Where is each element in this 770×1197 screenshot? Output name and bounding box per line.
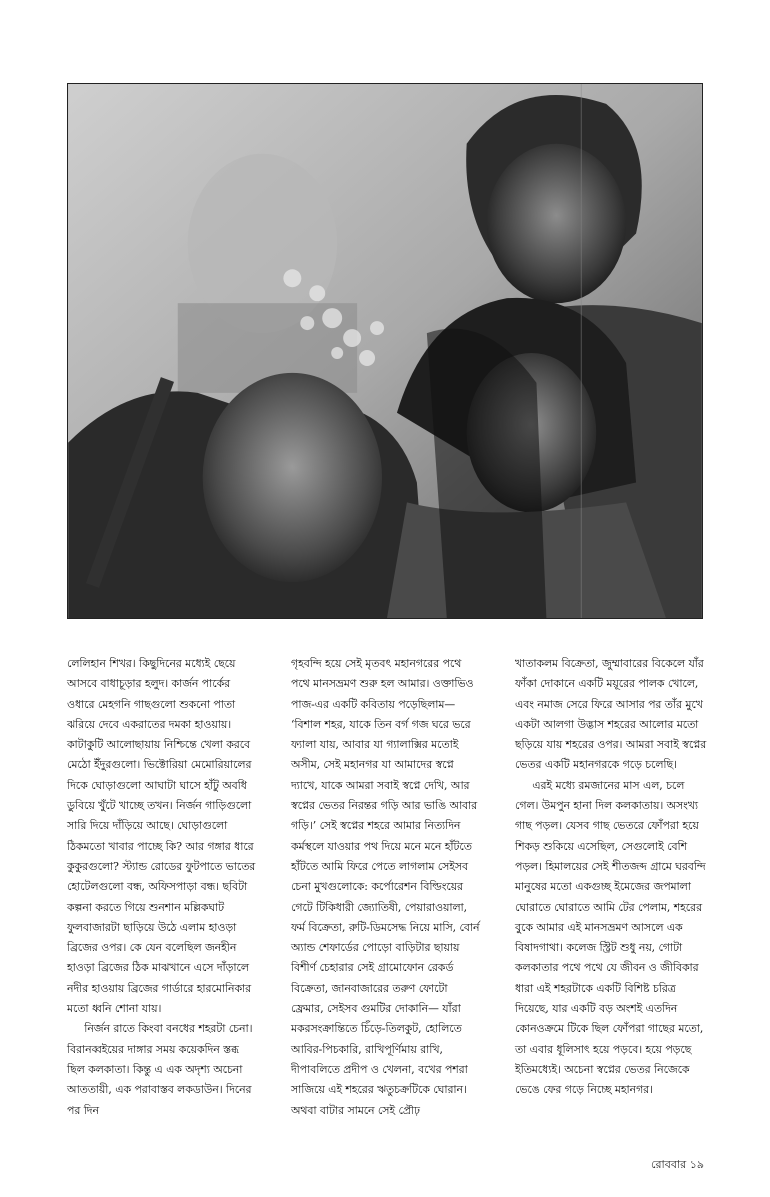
article-column-3 <box>515 654 707 1134</box>
page-footer: রোববার ১৯ <box>651 1158 704 1171</box>
article-paragraph: লেলিহান শিখর। কিছুদিনের মধ্যেই ছেয়ে আসবে বাধাচূড়ার হলুদ। কার্জন পার্কের ওধারে মেহগনি গাছগুলো শুকনো পাতা ঝরিয়ে দেবে একরাতের দমকা হাওয়ায়। কাটাকুটি আলোছায়ায় নিশ্চিন্তে খেলা করবে মেঠো ইঁদুরগুলো। ভিক্টোরিয়া মেমোরিয়ালের দিকে ঘোড়াগুলো আঘাটা ঘাসে হাঁটু অবধি ডুবিয়ে খুঁটে খাচ্ছে তখন। নির্জন গাড়িগুলো সারি দিয়ে দাঁড়িয়ে আছে। ঘোড়াগুলো ঠিকমতো খাবার পাচ্ছে কি? আর গঙ্গার ধারে কুকুরগুলো? স্ট্যান্ড রোডের ফুটপাতে ভাতের হোটেলগুলো বন্ধ, অফিসপাড়া বন্ধ। ছবিটা কল্পনা করতে গিয়ে শুনশান মল্লিকঘাট ফুলবাজারটা ছাড়িয়ে উঠে এলাম হাওড়া ব্রিজের ওপর। কে যেন বলেছিল জনহীন হাওড়া ব্রিজের ঠিক মাঝখানে এসে দাঁড়ালে নদীর হাওয়ায় ব্রিজের গার্ডারে হারমোনিকার মতো ধ্বনি শোনা যায়। <box>67 657 256 1016</box>
collage-photo <box>67 83 703 619</box>
article-paragraph: খাতাকলম বিক্রেতা, জুম্মাবারের বিকেলে যাঁর ফাঁকা দোকানে একটি ময়ূরের পালক খোলে, এবং নমাজ সেরে ফিরে আসার পর তাঁর মুখে একটা আলগা উদ্ভাস শহরের আলোর মতো ছড়িয়ে যায় শহরের ওপর। আমরা সবাই স্বপ্নের ভেতর একটি মহানগরকে গড়ে চলেছি। <box>515 657 707 772</box>
article-column-2 <box>291 654 483 1134</box>
article-column-1 <box>67 654 259 1134</box>
article-paragraph: গৃহবন্দি হয়ে সেই মৃতবৎ মহানগরের পথে পথে মানসভ্রমণ শুরু হল আমার। ওক্তাভিও পাজ-এর একটি কবিতায় পড়েছিলাম— ‘বিশাল শহর, যাকে তিন বর্গ গজ ঘরে ভরে ফ্যালা যায়, আবার যা গ্যালাক্সির মতোই অসীম, সেই মহানগর যা আমাদের স্বপ্নে দ্যাখে, যাকে আমরা সবাই স্বপ্নে দেখি, আর স্বপ্নের ভেতর নিরন্তর গড়ি আর ভাঙি আবার গড়ি।’ সেই স্বপ্নের শহরে আমার নিত্যদিন কর্মস্থলে যাওয়ার পথ দিয়ে মনে মনে হাঁটতে হাঁটতে আমি ফিরে পেতে লাগলাম সেইসব চেনা মুখগুলোকে: কর্পোরেশন বিল্ডিংয়ের গেটে টিকিধারী জ্যোতিষী, পেয়ারাওয়ালা, ফর্ম বিক্রেতা, রুটি-ডিমসেদ্ধ নিয়ে মাসি, বোর্ন অ্যান্ড শেফার্ডের পোড়ো বাড়িটার ছায়ায় বিশীর্ণ চেহারার সেই গ্রামোফোন রেকর্ড বিক্রেতা, জানবাজারের তরুণ ফোটো ফ্রেমার, সেইসব গুমটির দোকানি— যাঁরা মকরসংক্রান্তিতে চিঁড়ে-তিলকুট, হোলিতে আবির-পিচকারি, রাখিপূর্ণিমায় রাখি, দীপাবলিতে প্রদীপ ও খেলনা, বখের পশরা সাজিয়ে এই শহরের ঋতুচক্রটিকে ঘোরান। অথবা বাটার সামনে সেই প্রৌঢ় <box>291 657 480 1117</box>
collage-photo-art <box>68 84 702 618</box>
article-body <box>67 654 707 1134</box>
article-paragraph: এরই মধ্যে রমজানের মাস এল, চলে গেল। উমপুন হানা দিল কলকাতায়। অসংখ্য গাছ পড়ল। যেসব গাছ ভেতরে ফোঁপরা হয়ে শিকড় শুকিয়ে এসেছিল, সেগুলোই বেশি পড়ল। হিমালয়ের সেই শীতজব্দ গ্রামে ঘরবন্দি মানুষের মতো একগুচ্ছ ইমেজের জপমালা ঘোরাতে ঘোরাতে আমি টের পেলাম, শহরের বুকে আমার এই মানসভ্রমণ আসলে এক বিষাদগাথা। কলেজ স্ট্রিট শুধু নয়, গোটা কলকাতার পথে পথে যে জীবন ও জীবিকার ধারা এই শহরটাকে একটি বিশিষ্ট চরিত্র দিয়েছে, যার একটি বড় অংশই এতদিন কোনওক্রমে টিকে ছিল ফোঁপরা গাছের মতো, তা এবার ধূলিসাৎ হয়ে পড়বে। হয়ে পড়ছে ইতিমধ্যেই। অচেনা স্বপ্নের ভেতর নিজেকে ভেঙে ফের গড়ে নিচ্ছে মহানগর। <box>515 778 706 1097</box>
article-paragraph: নির্জন রাতে কিংবা বনধের শহরটা চেনা। বিরানব্বইয়ের দাঙ্গার সময় কয়েকদিন স্তব্ধ ছিল কলকাতা। কিন্তু এ এক অদৃশ্য অচেনা আততায়ী, এক পরাবাস্তব লকডাউন। দিনের পর দিন <box>67 1022 253 1117</box>
